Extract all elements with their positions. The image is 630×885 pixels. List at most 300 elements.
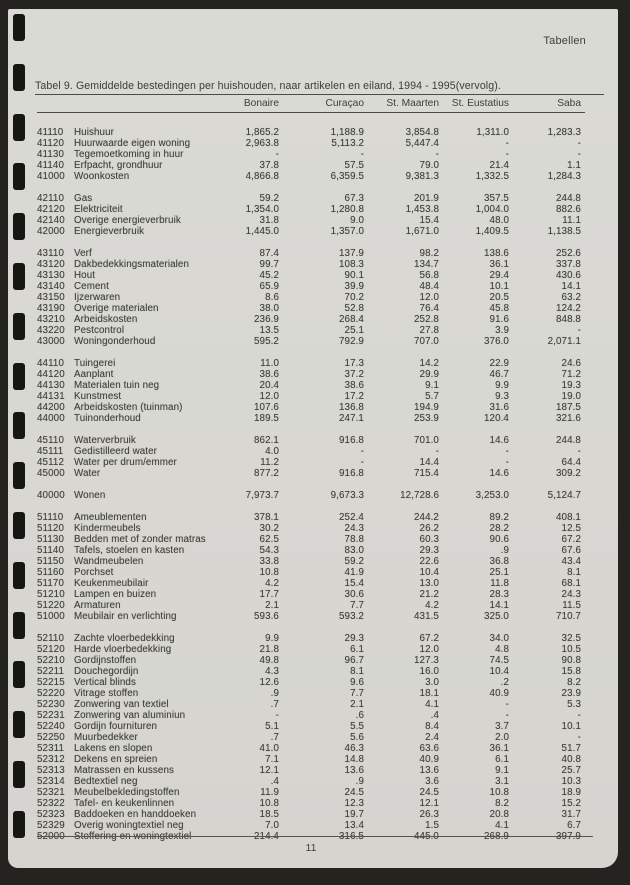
row-label-cell <box>37 149 233 160</box>
row-code: 52000 <box>37 831 65 842</box>
cell-value: 595.2 <box>253 336 279 347</box>
table-row <box>37 402 585 413</box>
row-code: 52311 <box>37 743 65 754</box>
cell-value: 1,138.5 <box>547 226 581 237</box>
cell-value: 378.1 <box>253 512 279 523</box>
cell-value: 2.1 <box>265 600 279 611</box>
binding-hole <box>13 363 25 390</box>
row-label-cell <box>37 787 233 798</box>
row-code: 43110 <box>37 248 65 259</box>
row-article-name: Kindermeubels <box>74 523 141 534</box>
cell-value: 32.5 <box>561 633 581 644</box>
cell-value: 4.2 <box>425 600 439 611</box>
cell-value: 252.4 <box>338 512 364 523</box>
row-article-name: Meubelbekledingstoffen <box>74 787 180 798</box>
cell-value: 792.9 <box>338 336 364 347</box>
row-code: 41110 <box>37 127 64 138</box>
table-row <box>37 765 585 776</box>
table-row <box>37 457 585 468</box>
row-code: 43140 <box>37 281 65 292</box>
cell-value: 201.9 <box>413 193 439 204</box>
binding-hole <box>13 313 25 340</box>
row-label-cell <box>37 556 233 567</box>
cell-value: 244.8 <box>555 193 581 204</box>
table-row <box>37 149 585 160</box>
cell-value: 59.2 <box>259 193 279 204</box>
cell-value: 3,854.8 <box>405 127 439 138</box>
table-row <box>37 776 585 787</box>
cell-value: 1,332.5 <box>475 171 509 182</box>
row-article-name: Meubilair en verlichting <box>74 611 177 622</box>
row-code: 43150 <box>37 292 65 303</box>
row-article-name: Armaturen <box>74 600 121 611</box>
cell-value: 12.1 <box>259 765 279 776</box>
row-code: 42120 <box>37 204 65 215</box>
table-row <box>37 325 585 336</box>
binding-hole <box>13 512 25 539</box>
cell-value: 14.2 <box>419 358 439 369</box>
row-label-cell <box>37 402 233 413</box>
cell-value: 214.4 <box>253 831 279 842</box>
row-label-cell <box>37 259 233 270</box>
binding-hole <box>13 811 25 838</box>
cell-value: 12.5 <box>561 523 581 534</box>
cell-value: 21.2 <box>419 589 439 600</box>
cell-value: - <box>435 149 439 160</box>
cell-value: 309.2 <box>555 468 581 479</box>
cell-value: 10.1 <box>561 721 581 732</box>
cell-value: 12,728.6 <box>400 490 439 501</box>
row-article-name: Tegemoetkoming in huur <box>74 149 184 160</box>
cell-value: 8.1 <box>567 567 581 578</box>
row-label-cell <box>37 721 233 732</box>
cell-value: 60.3 <box>419 534 439 545</box>
row-article-name: Zachte vloerbedekking <box>74 633 175 644</box>
cell-value: 4.2 <box>265 578 279 589</box>
row-label-cell <box>37 545 233 556</box>
row-article-name: Gas <box>74 193 93 204</box>
cell-value: 13.6 <box>344 765 364 776</box>
cell-value: 9.6 <box>350 677 364 688</box>
running-header: Tabellen <box>543 35 586 47</box>
cell-value: 325.0 <box>483 611 509 622</box>
row-code: 51170 <box>37 578 65 589</box>
row-article-name: Water per drum/emmer <box>74 457 177 468</box>
cell-value: 2.4 <box>425 732 439 743</box>
cell-value: 45.8 <box>489 303 509 314</box>
cell-value: 17.7 <box>259 589 279 600</box>
row-code: 40000 <box>37 490 65 501</box>
cell-value: 40.9 <box>489 688 509 699</box>
table-row <box>37 677 585 688</box>
binding-hole <box>13 163 25 190</box>
cell-value: 4,866.8 <box>245 171 279 182</box>
cell-value: 1,284.3 <box>547 171 581 182</box>
row-label-cell <box>37 512 233 523</box>
cell-value: 70.2 <box>344 292 364 303</box>
cell-value: - <box>435 446 439 457</box>
cell-value: 13.0 <box>419 578 439 589</box>
cell-value: 134.7 <box>413 259 439 270</box>
cell-value: 46.3 <box>344 743 364 754</box>
cell-value: 2.1 <box>350 699 364 710</box>
cell-value: 29.3 <box>419 545 439 556</box>
table-row <box>37 259 585 270</box>
row-label-cell <box>37 578 233 589</box>
binding-hole <box>13 612 25 639</box>
cell-value: 3.0 <box>425 677 439 688</box>
cell-value: 96.7 <box>344 655 364 666</box>
row-code: 41140 <box>37 160 65 171</box>
column-header-bonaire: Bonaire <box>243 98 279 109</box>
table-group <box>37 512 585 622</box>
binding-hole <box>13 562 25 589</box>
row-article-name: Hout <box>74 270 96 281</box>
row-article-name: Pestcontrol <box>74 325 125 336</box>
table-group <box>37 127 585 182</box>
cell-value: 5,447.4 <box>405 138 439 149</box>
cell-value: - <box>577 710 581 721</box>
table-row <box>37 171 585 182</box>
cell-value: 1,445.0 <box>245 226 279 237</box>
binding-hole <box>13 14 25 41</box>
cell-value: 83.0 <box>344 545 364 556</box>
row-label-cell <box>37 369 233 380</box>
cell-value: 7,973.7 <box>245 490 279 501</box>
table-row <box>37 303 585 314</box>
cell-value: - <box>505 457 509 468</box>
cell-value: 5.7 <box>425 391 439 402</box>
row-code: 44110 <box>37 358 65 369</box>
cell-value: - <box>577 325 581 336</box>
cell-value: 14.6 <box>489 468 509 479</box>
cell-value: 36.1 <box>489 743 509 754</box>
table-row <box>37 567 585 578</box>
cell-value: 12.0 <box>259 391 279 402</box>
cell-value: 12.3 <box>344 798 364 809</box>
cell-value: 37.2 <box>344 369 364 380</box>
row-label-cell <box>37 303 233 314</box>
row-article-name: Ameublementen <box>74 512 147 523</box>
cell-value: 2,963.8 <box>245 138 279 149</box>
row-label-cell <box>37 809 233 820</box>
cell-value: 9.9 <box>495 380 509 391</box>
column-header-spacer <box>37 98 233 109</box>
row-article-name: Overige energieverbruik <box>74 215 181 226</box>
row-article-name: Tuinonderhoud <box>74 413 141 424</box>
row-article-name: Arbeidskosten (tuinman) <box>74 402 183 413</box>
cell-value: 12.0 <box>419 644 439 655</box>
row-label-cell <box>37 193 233 204</box>
table-row <box>37 314 585 325</box>
table-group <box>37 358 585 424</box>
cell-value: 120.4 <box>483 413 509 424</box>
table-row <box>37 578 585 589</box>
cell-value: 31.6 <box>489 402 509 413</box>
cell-value: 40.8 <box>561 754 581 765</box>
row-article-name: Gordijnstoffen <box>74 655 137 666</box>
cell-value: 7.0 <box>265 820 279 831</box>
row-code: 52231 <box>37 710 65 721</box>
table-row <box>37 281 585 292</box>
cell-value: 14.1 <box>561 281 581 292</box>
table-row <box>37 633 585 644</box>
row-article-name: Woonkosten <box>74 171 130 182</box>
table-row <box>37 523 585 534</box>
table-row <box>37 666 585 677</box>
cell-value: 51.7 <box>561 743 581 754</box>
row-code: 41130 <box>37 149 65 160</box>
row-code: 52313 <box>37 765 65 776</box>
table-row <box>37 248 585 259</box>
cell-value: 3.6 <box>425 776 439 787</box>
cell-value: 138.6 <box>483 248 509 259</box>
row-code: 52329 <box>37 820 65 831</box>
row-code: 44130 <box>37 380 65 391</box>
cell-value: - <box>505 710 509 721</box>
cell-value: 29.9 <box>419 369 439 380</box>
cell-value: 19.0 <box>561 391 581 402</box>
cell-value: 4.8 <box>495 644 509 655</box>
table-row <box>37 380 585 391</box>
cell-value: - <box>275 710 279 721</box>
cell-value: 29.3 <box>344 633 364 644</box>
cell-value: 15.8 <box>561 666 581 677</box>
cell-value: 20.8 <box>489 809 509 820</box>
row-article-name: Dakbedekkingsmaterialen <box>74 259 190 270</box>
table-row <box>37 545 585 556</box>
table-row <box>37 589 585 600</box>
cell-value: 40.9 <box>419 754 439 765</box>
row-label-cell <box>37 391 233 402</box>
row-article-name: Muurbedekker <box>74 732 138 743</box>
cell-value: - <box>577 732 581 743</box>
row-code: 45112 <box>37 457 65 468</box>
cell-value: 91.6 <box>489 314 509 325</box>
cell-value: - <box>505 138 509 149</box>
row-code: 42110 <box>37 193 65 204</box>
row-label-cell <box>37 380 233 391</box>
row-code: 52312 <box>37 754 65 765</box>
row-label-cell <box>37 677 233 688</box>
cell-value: 90.8 <box>561 655 581 666</box>
table-row <box>37 204 585 215</box>
cell-value: 431.5 <box>413 611 439 622</box>
cell-value: 252.8 <box>413 314 439 325</box>
row-code: 43220 <box>37 325 65 336</box>
cell-value: 71.2 <box>561 369 581 380</box>
table-row <box>37 721 585 732</box>
cell-value: 36.1 <box>489 259 509 270</box>
row-article-name: Waterverbruik <box>74 435 136 446</box>
cell-value: 12.6 <box>259 677 279 688</box>
cell-value: .9 <box>500 545 509 556</box>
cell-value: 3,253.0 <box>475 490 509 501</box>
cell-value: 63.6 <box>419 743 439 754</box>
cell-value: 108.3 <box>338 259 364 270</box>
row-code: 51120 <box>37 523 65 534</box>
row-code: 41000 <box>37 171 65 182</box>
row-article-name: Baddoeken en handdoeken <box>74 809 197 820</box>
table-row <box>37 391 585 402</box>
cell-value: 27.8 <box>419 325 439 336</box>
row-code: 52240 <box>37 721 65 732</box>
row-article-name: Tafels, stoelen en kasten <box>74 545 185 556</box>
row-code: 51130 <box>37 534 65 545</box>
cell-value: 18.5 <box>259 809 279 820</box>
cell-value: 10.5 <box>561 644 581 655</box>
row-article-name: Vertical blinds <box>74 677 136 688</box>
table-row <box>37 655 585 666</box>
cell-value: 49.8 <box>259 655 279 666</box>
cell-value: 67.6 <box>561 545 581 556</box>
cell-value: 67.3 <box>344 193 364 204</box>
cell-value: 877.2 <box>253 468 279 479</box>
cell-value: 46.7 <box>489 369 509 380</box>
row-code: 52250 <box>37 732 65 743</box>
cell-value: 22.6 <box>419 556 439 567</box>
binding-hole <box>13 462 25 489</box>
cell-value: 11.8 <box>490 578 509 589</box>
cell-value: 17.2 <box>344 391 364 402</box>
row-article-name: Keukenmeubilair <box>74 578 149 589</box>
table-row <box>37 809 585 820</box>
cell-value: 12.0 <box>419 292 439 303</box>
table-row <box>37 292 585 303</box>
row-code: 43130 <box>37 270 65 281</box>
row-label-cell <box>37 127 233 138</box>
row-label-cell <box>37 358 233 369</box>
cell-value: .9 <box>270 688 279 699</box>
cell-value: 25.1 <box>489 567 509 578</box>
row-article-name: Kunstmest <box>74 391 122 402</box>
cell-value: 187.5 <box>555 402 581 413</box>
cell-value: 25.1 <box>344 325 364 336</box>
cell-value: - <box>275 149 279 160</box>
cell-value: 28.3 <box>489 589 509 600</box>
table-title: Tabel 9. Gemiddelde bestedingen per huishouden, naar artikelen en eiland, 1994 - 1995(vervolg). <box>35 80 604 95</box>
cell-value: 3.9 <box>495 325 509 336</box>
cell-value: 39.9 <box>344 281 364 292</box>
row-code: 44131 <box>37 391 65 402</box>
row-article-name: Overig woningtextiel neg <box>74 820 184 831</box>
cell-value: 24.6 <box>561 358 581 369</box>
cell-value: 14.6 <box>489 435 509 446</box>
cell-value: 1,865.2 <box>245 127 279 138</box>
row-code: 51110 <box>37 512 64 523</box>
cell-value: 30.2 <box>259 523 279 534</box>
binding-hole <box>13 412 25 439</box>
cell-value: - <box>577 149 581 160</box>
cell-value: 1,357.0 <box>330 226 364 237</box>
cell-value: 57.5 <box>344 160 364 171</box>
cell-value: 76.4 <box>419 303 439 314</box>
cell-value: 36.8 <box>489 556 509 567</box>
cell-value: 9.1 <box>495 765 509 776</box>
cell-value: 9.0 <box>350 215 364 226</box>
cell-value: 244.8 <box>555 435 581 446</box>
table-row <box>37 699 585 710</box>
column-header-saba: Saba <box>557 98 581 109</box>
cell-value: - <box>360 149 364 160</box>
cell-value: 62.5 <box>259 534 279 545</box>
cell-value: 98.2 <box>419 248 439 259</box>
row-label-cell <box>37 138 233 149</box>
row-article-name: Bedtextiel neg <box>74 776 138 787</box>
cell-value: 12.1 <box>419 798 439 809</box>
row-label-cell <box>37 776 233 787</box>
table-group <box>37 490 585 501</box>
row-label-cell <box>37 435 233 446</box>
cell-value: 6.1 <box>350 644 364 655</box>
row-label-cell <box>37 292 233 303</box>
cell-value: 38.6 <box>344 380 364 391</box>
table-row <box>37 413 585 424</box>
cell-value: 34.0 <box>489 633 509 644</box>
cell-value: 63.2 <box>561 292 581 303</box>
table-group <box>37 193 585 237</box>
row-article-name: Tafel- en keukenlinnen <box>74 798 175 809</box>
cell-value: 9.9 <box>265 633 279 644</box>
cell-value: 253.9 <box>413 413 439 424</box>
cell-value: 11.0 <box>260 358 279 369</box>
row-code: 41120 <box>37 138 65 149</box>
row-label-cell <box>37 336 233 347</box>
row-label-cell <box>37 644 233 655</box>
row-code: 52322 <box>37 798 65 809</box>
cell-value: 1,311.0 <box>476 127 509 138</box>
cell-value: 67.2 <box>419 633 439 644</box>
cell-value: 3.1 <box>495 776 509 787</box>
cell-value: 5.1 <box>265 721 279 732</box>
cell-value: 189.5 <box>253 413 279 424</box>
row-article-name: Cement <box>74 281 109 292</box>
row-label-cell <box>37 534 233 545</box>
cell-value: 247.1 <box>338 413 364 424</box>
cell-value: 14.8 <box>344 754 364 765</box>
cell-value: 26.2 <box>419 523 439 534</box>
cell-value: 48.4 <box>419 281 439 292</box>
row-label-cell <box>37 765 233 776</box>
row-code: 52211 <box>37 666 65 677</box>
row-article-name: Bedden met of zonder matras <box>74 534 206 545</box>
cell-value: .4 <box>430 710 439 721</box>
cell-value: 710.7 <box>555 611 581 622</box>
row-code: 42000 <box>37 226 65 237</box>
cell-value: 24.5 <box>344 787 364 798</box>
cell-value: 16.0 <box>419 666 439 677</box>
column-header-curacao: Curaçao <box>325 98 364 109</box>
cell-value: 337.8 <box>555 259 581 270</box>
cell-value: 87.4 <box>259 248 279 259</box>
row-article-name: Ijzerwaren <box>74 292 121 303</box>
cell-value: 24.3 <box>344 523 364 534</box>
row-code: 44000 <box>37 413 65 424</box>
cell-value: 8.2 <box>567 677 581 688</box>
cell-value: 18.9 <box>561 787 581 798</box>
row-article-name: Energieverbruik <box>74 226 145 237</box>
cell-value: 445.0 <box>413 831 439 842</box>
row-label-cell <box>37 699 233 710</box>
cell-value: 26.3 <box>419 809 439 820</box>
cell-value: 1,004.0 <box>475 204 509 215</box>
column-header-row <box>37 98 585 113</box>
column-header-st-maarten: St. Maarten <box>386 98 439 109</box>
cell-value: - <box>360 457 364 468</box>
row-label-cell <box>37 820 233 831</box>
cell-value: 28.2 <box>489 523 509 534</box>
footer-rule <box>37 836 593 837</box>
